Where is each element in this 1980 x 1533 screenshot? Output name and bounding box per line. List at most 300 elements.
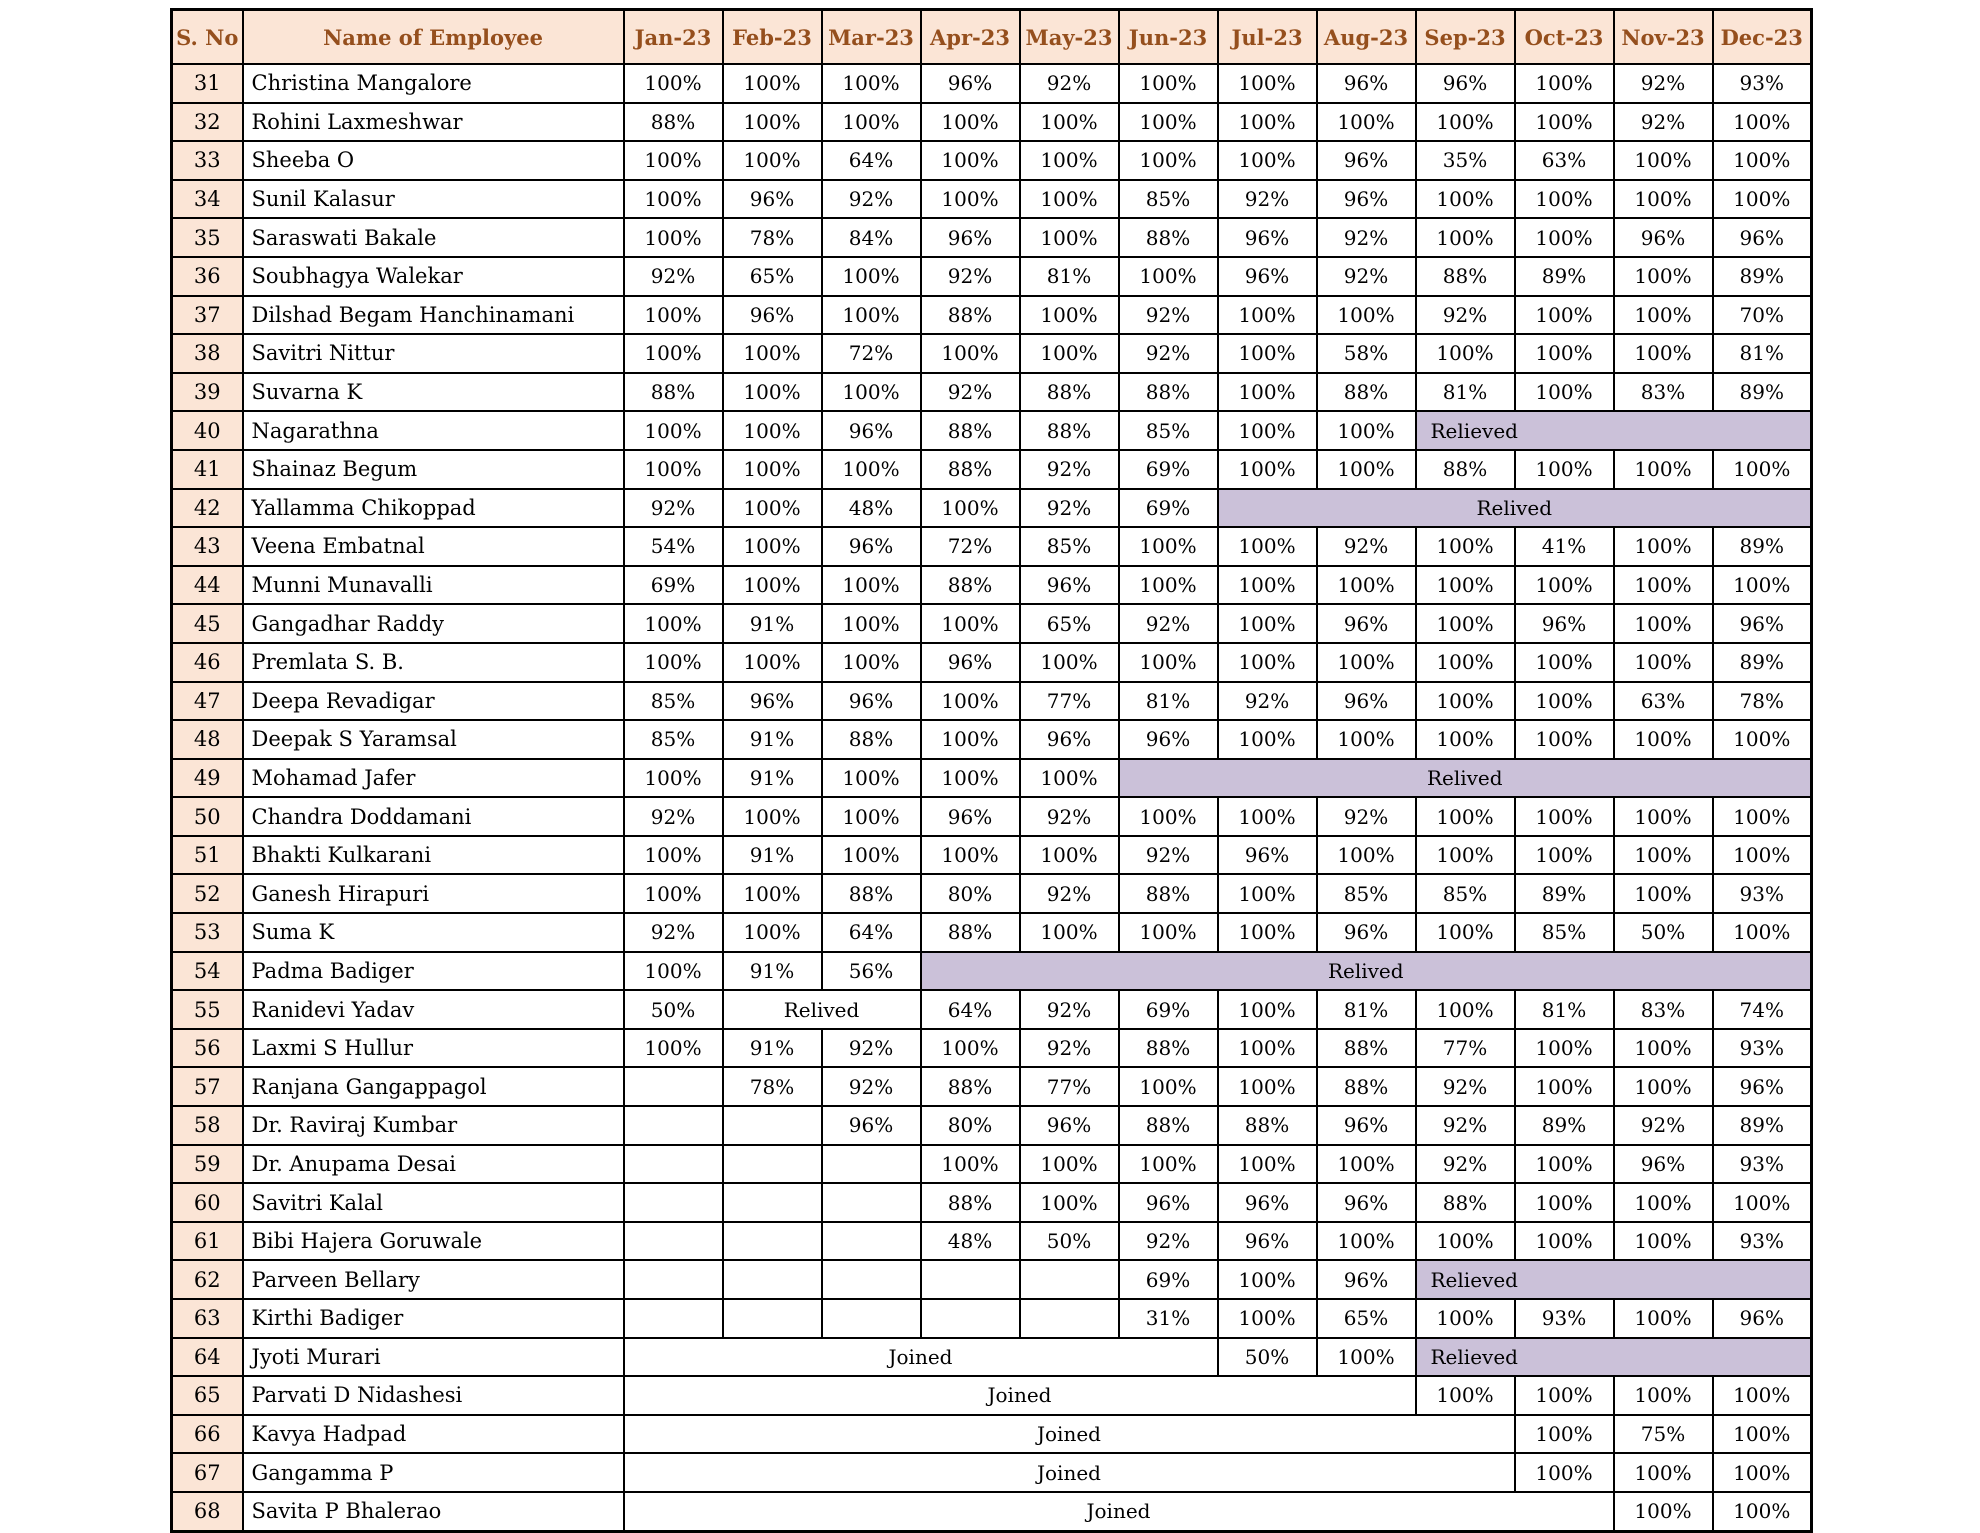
- attendance-cell: 100%: [1218, 1299, 1317, 1338]
- attendance-cell: 96%: [1218, 836, 1317, 875]
- employee-name-cell: Chandra Doddamani: [243, 797, 624, 836]
- attendance-cell: 92%: [1317, 527, 1416, 566]
- attendance-cell: 100%: [1713, 141, 1812, 180]
- table-row: [172, 141, 1812, 180]
- attendance-cell: 100%: [1614, 1183, 1713, 1222]
- month-header: Jan-23: [624, 10, 723, 65]
- attendance-cell: 96%: [1515, 604, 1614, 643]
- attendance-cell: 96%: [723, 180, 822, 219]
- attendance-cell: 100%: [723, 450, 822, 489]
- attendance-cell: 100%: [1317, 296, 1416, 335]
- attendance-cell: 100%: [1614, 836, 1713, 875]
- attendance-cell: 100%: [1020, 759, 1119, 798]
- attendance-cell: 96%: [1119, 720, 1218, 759]
- empty-cell: [822, 1222, 921, 1261]
- attendance-cell: 88%: [1317, 1067, 1416, 1106]
- attendance-cell: 88%: [921, 913, 1020, 952]
- attendance-cell: 64%: [822, 141, 921, 180]
- attendance-cell: 96%: [1713, 604, 1812, 643]
- attendance-cell: 100%: [1317, 450, 1416, 489]
- attendance-cell: 85%: [1515, 913, 1614, 952]
- attendance-cell: 100%: [1119, 103, 1218, 142]
- empty-cell: [921, 1299, 1020, 1338]
- attendance-cell: 100%: [1515, 296, 1614, 335]
- attendance-cell: 96%: [1317, 64, 1416, 103]
- attendance-cell: 96%: [723, 682, 822, 721]
- attendance-cell: 100%: [1713, 836, 1812, 875]
- status-cell: Joined: [624, 1453, 1515, 1492]
- attendance-cell: 100%: [1416, 566, 1515, 605]
- table-header: [172, 10, 1812, 65]
- empty-cell: [624, 1260, 723, 1299]
- attendance-cell: 100%: [1020, 643, 1119, 682]
- attendance-cell: 100%: [1317, 411, 1416, 450]
- attendance-cell: 92%: [1614, 103, 1713, 142]
- attendance-cell: 96%: [1119, 1183, 1218, 1222]
- employee-name-cell: Bhakti Kulkarani: [243, 836, 624, 875]
- attendance-cell: 88%: [1317, 373, 1416, 412]
- attendance-cell: 65%: [1317, 1299, 1416, 1338]
- attendance-cell: 100%: [1416, 682, 1515, 721]
- serial-number-cell: 35: [172, 218, 243, 257]
- empty-cell: [624, 1145, 723, 1184]
- attendance-cell: 100%: [921, 836, 1020, 875]
- attendance-cell: 69%: [624, 566, 723, 605]
- attendance-cell: 88%: [921, 450, 1020, 489]
- employee-name-cell: Soubhagya Walekar: [243, 257, 624, 296]
- serial-number-cell: 55: [172, 990, 243, 1029]
- status-cell: Relieved: [1416, 1338, 1812, 1377]
- attendance-cell: 100%: [1515, 1415, 1614, 1454]
- serial-number-cell: 34: [172, 180, 243, 219]
- attendance-cell: 96%: [723, 296, 822, 335]
- attendance-cell: 88%: [1020, 411, 1119, 450]
- table-body: [172, 64, 1812, 1531]
- attendance-cell: 100%: [1416, 1299, 1515, 1338]
- attendance-cell: 88%: [921, 566, 1020, 605]
- attendance-cell: 88%: [1416, 450, 1515, 489]
- month-header: Nov-23: [1614, 10, 1713, 65]
- attendance-cell: 100%: [624, 296, 723, 335]
- employee-name-cell: Parveen Bellary: [243, 1260, 624, 1299]
- attendance-cell: 100%: [921, 1029, 1020, 1068]
- employee-name-cell: Sheeba O: [243, 141, 624, 180]
- attendance-cell: 64%: [921, 990, 1020, 1029]
- attendance-cell: 100%: [1218, 450, 1317, 489]
- attendance-cell: 100%: [1713, 1415, 1812, 1454]
- attendance-cell: 100%: [1317, 1222, 1416, 1261]
- empty-cell: [624, 1106, 723, 1145]
- attendance-cell: 100%: [1218, 64, 1317, 103]
- serial-number-cell: 60: [172, 1183, 243, 1222]
- table-row: [172, 643, 1812, 682]
- attendance-cell: 91%: [723, 759, 822, 798]
- status-cell: Relived: [723, 990, 921, 1029]
- attendance-cell: 100%: [1020, 180, 1119, 219]
- attendance-cell: 100%: [1614, 1492, 1713, 1531]
- attendance-cell: 92%: [624, 489, 723, 528]
- employee-name-cell: Dr. Raviraj Kumbar: [243, 1106, 624, 1145]
- attendance-cell: 100%: [1416, 797, 1515, 836]
- attendance-cell: 50%: [624, 990, 723, 1029]
- attendance-cell: 100%: [921, 180, 1020, 219]
- attendance-cell: 92%: [822, 180, 921, 219]
- attendance-cell: 96%: [1020, 566, 1119, 605]
- attendance-cell: 100%: [1218, 1260, 1317, 1299]
- attendance-cell: 100%: [1416, 334, 1515, 373]
- attendance-cell: 100%: [1020, 1183, 1119, 1222]
- attendance-cell: 100%: [1119, 64, 1218, 103]
- attendance-cell: 78%: [723, 1067, 822, 1106]
- attendance-cell: 100%: [1317, 836, 1416, 875]
- attendance-cell: 100%: [1416, 604, 1515, 643]
- table-row: [172, 450, 1812, 489]
- attendance-cell: 100%: [921, 489, 1020, 528]
- table-row: [172, 682, 1812, 721]
- employee-name-cell: Veena Embatnal: [243, 527, 624, 566]
- attendance-cell: 100%: [1515, 103, 1614, 142]
- attendance-cell: 100%: [1614, 874, 1713, 913]
- attendance-cell: 100%: [1416, 836, 1515, 875]
- attendance-cell: 81%: [1515, 990, 1614, 1029]
- table-row: [172, 1453, 1812, 1492]
- month-header: Jun-23: [1119, 10, 1218, 65]
- attendance-cell: 100%: [1515, 1145, 1614, 1184]
- employee-name-cell: Mohamad Jafer: [243, 759, 624, 798]
- attendance-cell: 100%: [1218, 566, 1317, 605]
- attendance-cell: 92%: [1119, 1222, 1218, 1261]
- serial-number-cell: 53: [172, 913, 243, 952]
- serial-number-header: S. No: [172, 10, 243, 65]
- attendance-cell: 93%: [1713, 1222, 1812, 1261]
- attendance-cell: 50%: [1614, 913, 1713, 952]
- table-row: [172, 1106, 1812, 1145]
- serial-number-cell: 49: [172, 759, 243, 798]
- attendance-cell: 77%: [1416, 1029, 1515, 1068]
- serial-number-cell: 33: [172, 141, 243, 180]
- attendance-cell: 93%: [1713, 64, 1812, 103]
- month-header: Mar-23: [822, 10, 921, 65]
- attendance-cell: 92%: [1020, 1029, 1119, 1068]
- attendance-cell: 100%: [822, 296, 921, 335]
- attendance-cell: 100%: [921, 759, 1020, 798]
- attendance-cell: 100%: [1020, 334, 1119, 373]
- employee-name-cell: Kavya Hadpad: [243, 1415, 624, 1454]
- status-cell: Relived: [1119, 759, 1812, 798]
- attendance-cell: 88%: [1119, 874, 1218, 913]
- attendance-cell: 88%: [624, 373, 723, 412]
- serial-number-cell: 56: [172, 1029, 243, 1068]
- attendance-cell: 100%: [921, 141, 1020, 180]
- attendance-cell: 92%: [1020, 797, 1119, 836]
- empty-cell: [624, 1222, 723, 1261]
- table-row: [172, 604, 1812, 643]
- attendance-cell: 88%: [921, 1067, 1020, 1106]
- attendance-cell: 91%: [723, 604, 822, 643]
- table-row: [172, 990, 1812, 1029]
- attendance-cell: 100%: [1020, 836, 1119, 875]
- serial-number-cell: 61: [172, 1222, 243, 1261]
- attendance-cell: 100%: [1218, 604, 1317, 643]
- attendance-cell: 96%: [822, 411, 921, 450]
- attendance-cell: 92%: [1119, 296, 1218, 335]
- attendance-cell: 100%: [723, 373, 822, 412]
- attendance-cell: 88%: [921, 1183, 1020, 1222]
- attendance-cell: 100%: [624, 836, 723, 875]
- employee-name-cell: Ranjana Gangappagol: [243, 1067, 624, 1106]
- attendance-cell: 100%: [1119, 913, 1218, 952]
- attendance-cell: 88%: [822, 874, 921, 913]
- attendance-cell: 100%: [1416, 990, 1515, 1029]
- attendance-cell: 69%: [1119, 990, 1218, 1029]
- employee-name-cell: Shainaz Begum: [243, 450, 624, 489]
- employee-name-cell: Jyoti Murari: [243, 1338, 624, 1377]
- serial-number-cell: 48: [172, 720, 243, 759]
- attendance-cell: 100%: [822, 450, 921, 489]
- attendance-cell: 100%: [1416, 913, 1515, 952]
- attendance-cell: 69%: [1119, 450, 1218, 489]
- serial-number-cell: 68: [172, 1492, 243, 1531]
- attendance-cell: 100%: [723, 334, 822, 373]
- attendance-cell: 96%: [1317, 682, 1416, 721]
- attendance-cell: 100%: [1119, 257, 1218, 296]
- table-row: [172, 566, 1812, 605]
- attendance-cell: 100%: [1218, 1145, 1317, 1184]
- attendance-cell: 100%: [1713, 180, 1812, 219]
- employee-name-cell: Rohini Laxmeshwar: [243, 103, 624, 142]
- attendance-cell: 92%: [1614, 64, 1713, 103]
- table-row: [172, 1067, 1812, 1106]
- attendance-cell: 89%: [1515, 874, 1614, 913]
- attendance-cell: 100%: [1515, 64, 1614, 103]
- attendance-cell: 58%: [1317, 334, 1416, 373]
- attendance-cell: 92%: [921, 373, 1020, 412]
- attendance-cell: 72%: [921, 527, 1020, 566]
- serial-number-cell: 64: [172, 1338, 243, 1377]
- table-row: [172, 1338, 1812, 1377]
- attendance-cell: 100%: [1020, 103, 1119, 142]
- attendance-cell: 100%: [1218, 990, 1317, 1029]
- attendance-cell: 41%: [1515, 527, 1614, 566]
- month-header: Feb-23: [723, 10, 822, 65]
- attendance-cell: 100%: [1218, 1029, 1317, 1068]
- attendance-cell: 100%: [1614, 141, 1713, 180]
- employee-name-cell: Suma K: [243, 913, 624, 952]
- table-row: [172, 373, 1812, 412]
- attendance-cell: 100%: [624, 141, 723, 180]
- attendance-cell: 96%: [1317, 141, 1416, 180]
- attendance-cell: 85%: [1020, 527, 1119, 566]
- attendance-cell: 69%: [1119, 1260, 1218, 1299]
- employee-name-cell: Christina Mangalore: [243, 64, 624, 103]
- attendance-cell: 100%: [1614, 797, 1713, 836]
- attendance-cell: 83%: [1614, 990, 1713, 1029]
- table-row: [172, 64, 1812, 103]
- empty-cell: [822, 1299, 921, 1338]
- attendance-cell: 92%: [1119, 604, 1218, 643]
- attendance-cell: 100%: [1515, 643, 1614, 682]
- attendance-cell: 100%: [1614, 566, 1713, 605]
- status-cell: Relived: [921, 952, 1812, 991]
- serial-number-cell: 52: [172, 874, 243, 913]
- attendance-cell: 100%: [1614, 180, 1713, 219]
- attendance-cell: 100%: [723, 527, 822, 566]
- attendance-cell: 100%: [1614, 1029, 1713, 1068]
- attendance-cell: 100%: [822, 64, 921, 103]
- attendance-cell: 100%: [1317, 720, 1416, 759]
- attendance-cell: 100%: [1614, 1222, 1713, 1261]
- attendance-cell: 100%: [1614, 334, 1713, 373]
- attendance-cell: 100%: [1317, 566, 1416, 605]
- table-row: [172, 759, 1812, 798]
- empty-cell: [723, 1145, 822, 1184]
- attendance-cell: 100%: [1515, 334, 1614, 373]
- attendance-cell: 91%: [723, 952, 822, 991]
- attendance-cell: 92%: [1020, 489, 1119, 528]
- attendance-cell: 85%: [624, 720, 723, 759]
- attendance-cell: 100%: [822, 257, 921, 296]
- attendance-cell: 96%: [1218, 257, 1317, 296]
- table-row: [172, 1260, 1812, 1299]
- attendance-cell: 92%: [1020, 64, 1119, 103]
- serial-number-cell: 37: [172, 296, 243, 335]
- status-cell: Relived: [1218, 489, 1812, 528]
- attendance-cell: 100%: [1515, 1067, 1614, 1106]
- serial-number-cell: 36: [172, 257, 243, 296]
- attendance-cell: 100%: [624, 64, 723, 103]
- attendance-cell: 100%: [1317, 1145, 1416, 1184]
- attendance-cell: 92%: [1020, 874, 1119, 913]
- table-row: [172, 257, 1812, 296]
- attendance-cell: 100%: [1515, 797, 1614, 836]
- attendance-cell: 96%: [1614, 218, 1713, 257]
- attendance-cell: 92%: [1317, 797, 1416, 836]
- attendance-cell: 100%: [1020, 141, 1119, 180]
- employee-name-cell: Savitri Kalal: [243, 1183, 624, 1222]
- attendance-cell: 100%: [1713, 1376, 1812, 1415]
- attendance-cell: 88%: [921, 296, 1020, 335]
- empty-cell: [822, 1145, 921, 1184]
- empty-cell: [822, 1260, 921, 1299]
- attendance-cell: 100%: [1416, 103, 1515, 142]
- attendance-cell: 100%: [1515, 682, 1614, 721]
- attendance-cell: 92%: [1416, 1067, 1515, 1106]
- serial-number-cell: 40: [172, 411, 243, 450]
- attendance-cell: 78%: [723, 218, 822, 257]
- attendance-cell: 100%: [921, 103, 1020, 142]
- attendance-cell: 92%: [1218, 180, 1317, 219]
- attendance-cell: 100%: [1416, 643, 1515, 682]
- attendance-cell: 100%: [1614, 296, 1713, 335]
- attendance-cell: 88%: [1416, 1183, 1515, 1222]
- attendance-cell: 100%: [1119, 1145, 1218, 1184]
- serial-number-cell: 39: [172, 373, 243, 412]
- employee-name-cell: Savita P Bhalerao: [243, 1492, 624, 1531]
- attendance-cell: 100%: [1614, 1453, 1713, 1492]
- attendance-cell: 100%: [624, 1029, 723, 1068]
- attendance-cell: 85%: [624, 682, 723, 721]
- serial-number-cell: 58: [172, 1106, 243, 1145]
- attendance-cell: 96%: [921, 797, 1020, 836]
- table-row: [172, 797, 1812, 836]
- attendance-cell: 88%: [1020, 373, 1119, 412]
- attendance-cell: 72%: [822, 334, 921, 373]
- attendance-cell: 96%: [921, 64, 1020, 103]
- attendance-cell: 88%: [1119, 373, 1218, 412]
- attendance-cell: 92%: [1020, 990, 1119, 1029]
- attendance-cell: 96%: [1020, 720, 1119, 759]
- attendance-cell: 96%: [822, 527, 921, 566]
- table-row: [172, 1183, 1812, 1222]
- attendance-cell: 100%: [723, 643, 822, 682]
- serial-number-cell: 63: [172, 1299, 243, 1338]
- attendance-cell: 100%: [1218, 334, 1317, 373]
- table-row: [172, 720, 1812, 759]
- attendance-cell: 91%: [723, 1029, 822, 1068]
- attendance-cell: 88%: [1416, 257, 1515, 296]
- empty-cell: [723, 1299, 822, 1338]
- attendance-cell: 100%: [1713, 1183, 1812, 1222]
- attendance-cell: 100%: [1713, 1492, 1812, 1531]
- attendance-cell: 100%: [1218, 373, 1317, 412]
- employee-name-cell: Premlata S. B.: [243, 643, 624, 682]
- attendance-cell: 100%: [1218, 874, 1317, 913]
- month-header: Oct-23: [1515, 10, 1614, 65]
- attendance-cell: 81%: [1713, 334, 1812, 373]
- serial-number-cell: 47: [172, 682, 243, 721]
- attendance-cell: 100%: [723, 103, 822, 142]
- empty-cell: [822, 1183, 921, 1222]
- attendance-cell: 100%: [723, 566, 822, 605]
- attendance-cell: 48%: [921, 1222, 1020, 1261]
- attendance-cell: 64%: [822, 913, 921, 952]
- serial-number-cell: 41: [172, 450, 243, 489]
- attendance-cell: 83%: [1614, 373, 1713, 412]
- attendance-cell: 92%: [624, 257, 723, 296]
- attendance-cell: 100%: [723, 141, 822, 180]
- attendance-cell: 56%: [822, 952, 921, 991]
- attendance-cell: 96%: [921, 643, 1020, 682]
- employee-name-cell: Saraswati Bakale: [243, 218, 624, 257]
- attendance-cell: 88%: [1119, 1106, 1218, 1145]
- attendance-cell: 100%: [1614, 257, 1713, 296]
- header-row: [172, 10, 1812, 65]
- employee-name-cell: Padma Badiger: [243, 952, 624, 991]
- attendance-cell: 92%: [1416, 1145, 1515, 1184]
- table-row: [172, 1415, 1812, 1454]
- attendance-cell: 96%: [1317, 1106, 1416, 1145]
- attendance-cell: 100%: [1515, 1029, 1614, 1068]
- attendance-cell: 96%: [1713, 1067, 1812, 1106]
- attendance-cell: 31%: [1119, 1299, 1218, 1338]
- attendance-cell: 88%: [822, 720, 921, 759]
- attendance-cell: 96%: [1713, 1299, 1812, 1338]
- attendance-cell: 89%: [1713, 373, 1812, 412]
- attendance-cell: 89%: [1713, 643, 1812, 682]
- attendance-cell: 96%: [822, 682, 921, 721]
- attendance-cell: 100%: [1713, 566, 1812, 605]
- attendance-cell: 100%: [723, 489, 822, 528]
- month-header: Apr-23: [921, 10, 1020, 65]
- attendance-cell: 100%: [921, 720, 1020, 759]
- attendance-cell: 100%: [624, 334, 723, 373]
- empty-cell: [921, 1260, 1020, 1299]
- attendance-cell: 92%: [1020, 450, 1119, 489]
- attendance-cell: 100%: [1119, 643, 1218, 682]
- serial-number-cell: 31: [172, 64, 243, 103]
- attendance-cell: 96%: [822, 1106, 921, 1145]
- attendance-cell: 100%: [1713, 913, 1812, 952]
